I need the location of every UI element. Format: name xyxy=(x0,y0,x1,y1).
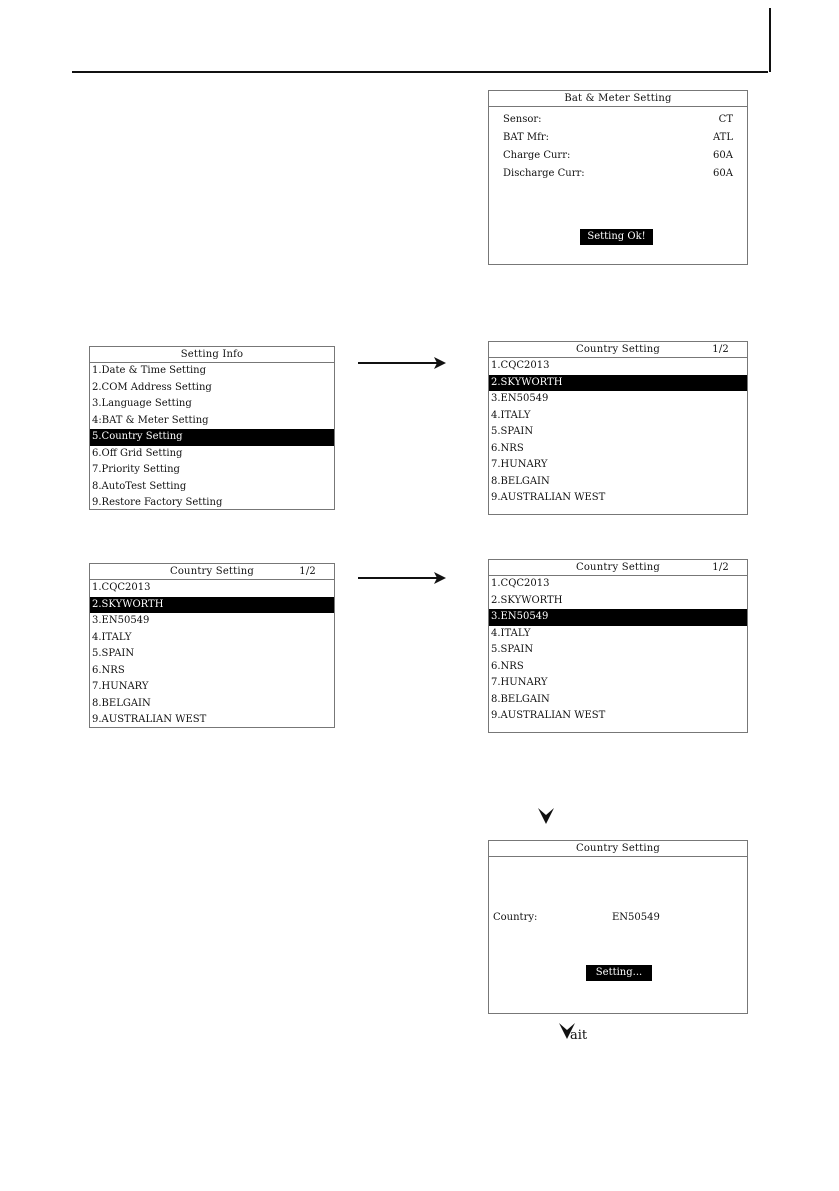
country-item[interactable]: 1.CQC2013 xyxy=(491,360,550,371)
country-screen-a xyxy=(488,341,748,515)
country-item[interactable]: 3.EN50549 xyxy=(92,615,150,626)
setting-info-title: Setting Info xyxy=(90,347,334,363)
bat-meter-title: Bat & Meter Setting xyxy=(489,91,747,107)
discharge-curr-value: 60A xyxy=(713,168,733,179)
header-tick xyxy=(769,8,771,72)
setting-ok-badge: Setting Ok! xyxy=(580,229,653,245)
menu-item-country[interactable]: 5.Country Setting xyxy=(90,429,334,446)
discharge-curr-label: Discharge Curr: xyxy=(503,168,585,179)
country-item[interactable]: 9.AUSTRALIAN WEST xyxy=(491,492,606,503)
setting-progress-badge: Setting... xyxy=(586,965,652,981)
country-item[interactable]: 3.EN50549 xyxy=(491,393,549,404)
country-item[interactable]: 6.NRS xyxy=(491,660,524,672)
page-indicator: 1/2 xyxy=(712,562,729,573)
country-item[interactable]: 2.SKYWORTH xyxy=(491,594,563,606)
country-item[interactable]: 6.NRS xyxy=(92,664,125,676)
page-indicator: 1/2 xyxy=(299,566,316,577)
right-arrow-icon xyxy=(358,571,448,585)
country-title xyxy=(489,560,747,576)
country-item[interactable]: 8.BELGAIN xyxy=(491,475,550,487)
country-item[interactable]: 5.SPAIN xyxy=(92,648,135,659)
bat-mfr-row xyxy=(503,130,733,146)
sensor-row xyxy=(503,112,733,128)
country-screen-b xyxy=(89,563,335,728)
country-item[interactable]: 2.SKYWORTH xyxy=(489,375,747,392)
header-rule xyxy=(72,71,768,73)
country-item[interactable]: 6.NRS xyxy=(491,442,524,454)
country-item[interactable]: 5.SPAIN xyxy=(491,426,534,437)
charge-curr-value: 60A xyxy=(713,150,733,161)
country-title-text: Country Setting xyxy=(575,344,661,355)
country-item[interactable]: 9.AUSTRALIAN WEST xyxy=(92,714,207,725)
charge-curr-label: Charge Curr: xyxy=(503,150,571,161)
discharge-curr-row xyxy=(503,166,733,182)
country-item[interactable]: 7.HUNARY xyxy=(491,677,548,688)
menu-item-bat-meter[interactable]: 4:BAT & Meter Setting xyxy=(92,414,209,426)
country-label: Country: xyxy=(493,912,538,923)
country-item[interactable]: 4.ITALY xyxy=(491,409,531,421)
menu-item-language[interactable]: 3.Language Setting xyxy=(92,398,192,409)
country-confirm-screen xyxy=(488,840,748,1014)
bat-mfr-value: ATL xyxy=(713,132,733,143)
country-item[interactable]: 4.ITALY xyxy=(92,631,132,643)
country-item[interactable]: 1.CQC2013 xyxy=(491,578,550,589)
country-item[interactable]: 7.HUNARY xyxy=(92,681,149,692)
country-item[interactable]: 5.SPAIN xyxy=(491,644,534,655)
country-item[interactable]: 1.CQC2013 xyxy=(92,582,151,593)
menu-item-priority[interactable]: 7.Priority Setting xyxy=(92,464,180,475)
sensor-label: Sensor: xyxy=(503,114,542,125)
country-item[interactable]: 2.SKYWORTH xyxy=(90,597,334,614)
sensor-value: CT xyxy=(718,114,733,125)
country-title xyxy=(90,564,334,580)
charge-curr-row xyxy=(503,148,733,164)
menu-item-date-time[interactable]: 1.Date & Time Setting xyxy=(92,365,207,376)
country-item[interactable]: 8.BELGAIN xyxy=(491,693,550,705)
country-item[interactable]: 3.EN50549 xyxy=(489,609,747,626)
country-confirm-title: Country Setting xyxy=(489,841,747,857)
right-arrow-icon xyxy=(358,356,448,370)
country-screen-c xyxy=(488,559,748,733)
country-item[interactable]: 8.BELGAIN xyxy=(92,697,151,709)
menu-item-autotest[interactable]: 8.AutoTest Setting xyxy=(92,480,187,492)
country-value: EN50549 xyxy=(612,912,660,923)
country-item[interactable]: 9.AUSTRALIAN WEST xyxy=(491,710,606,721)
bat-meter-screen xyxy=(488,90,748,265)
wait-text: ait xyxy=(570,1028,588,1043)
menu-item-off-grid[interactable]: 6.Off Grid Setting xyxy=(92,447,183,459)
setting-info-screen xyxy=(89,346,335,510)
country-title-text: Country Setting xyxy=(169,566,255,577)
menu-item-com-address[interactable]: 2.COM Address Setting xyxy=(92,381,212,393)
country-item[interactable]: 4.ITALY xyxy=(491,627,531,639)
down-arrow-icon xyxy=(537,806,555,826)
country-title xyxy=(489,342,747,358)
country-title-text: Country Setting xyxy=(575,562,661,573)
country-item[interactable]: 7.HUNARY xyxy=(491,459,548,470)
bat-mfr-label: BAT Mfr: xyxy=(503,132,549,143)
menu-item-restore-factory[interactable]: 9.Restore Factory Setting xyxy=(92,497,223,508)
page-indicator: 1/2 xyxy=(712,344,729,355)
